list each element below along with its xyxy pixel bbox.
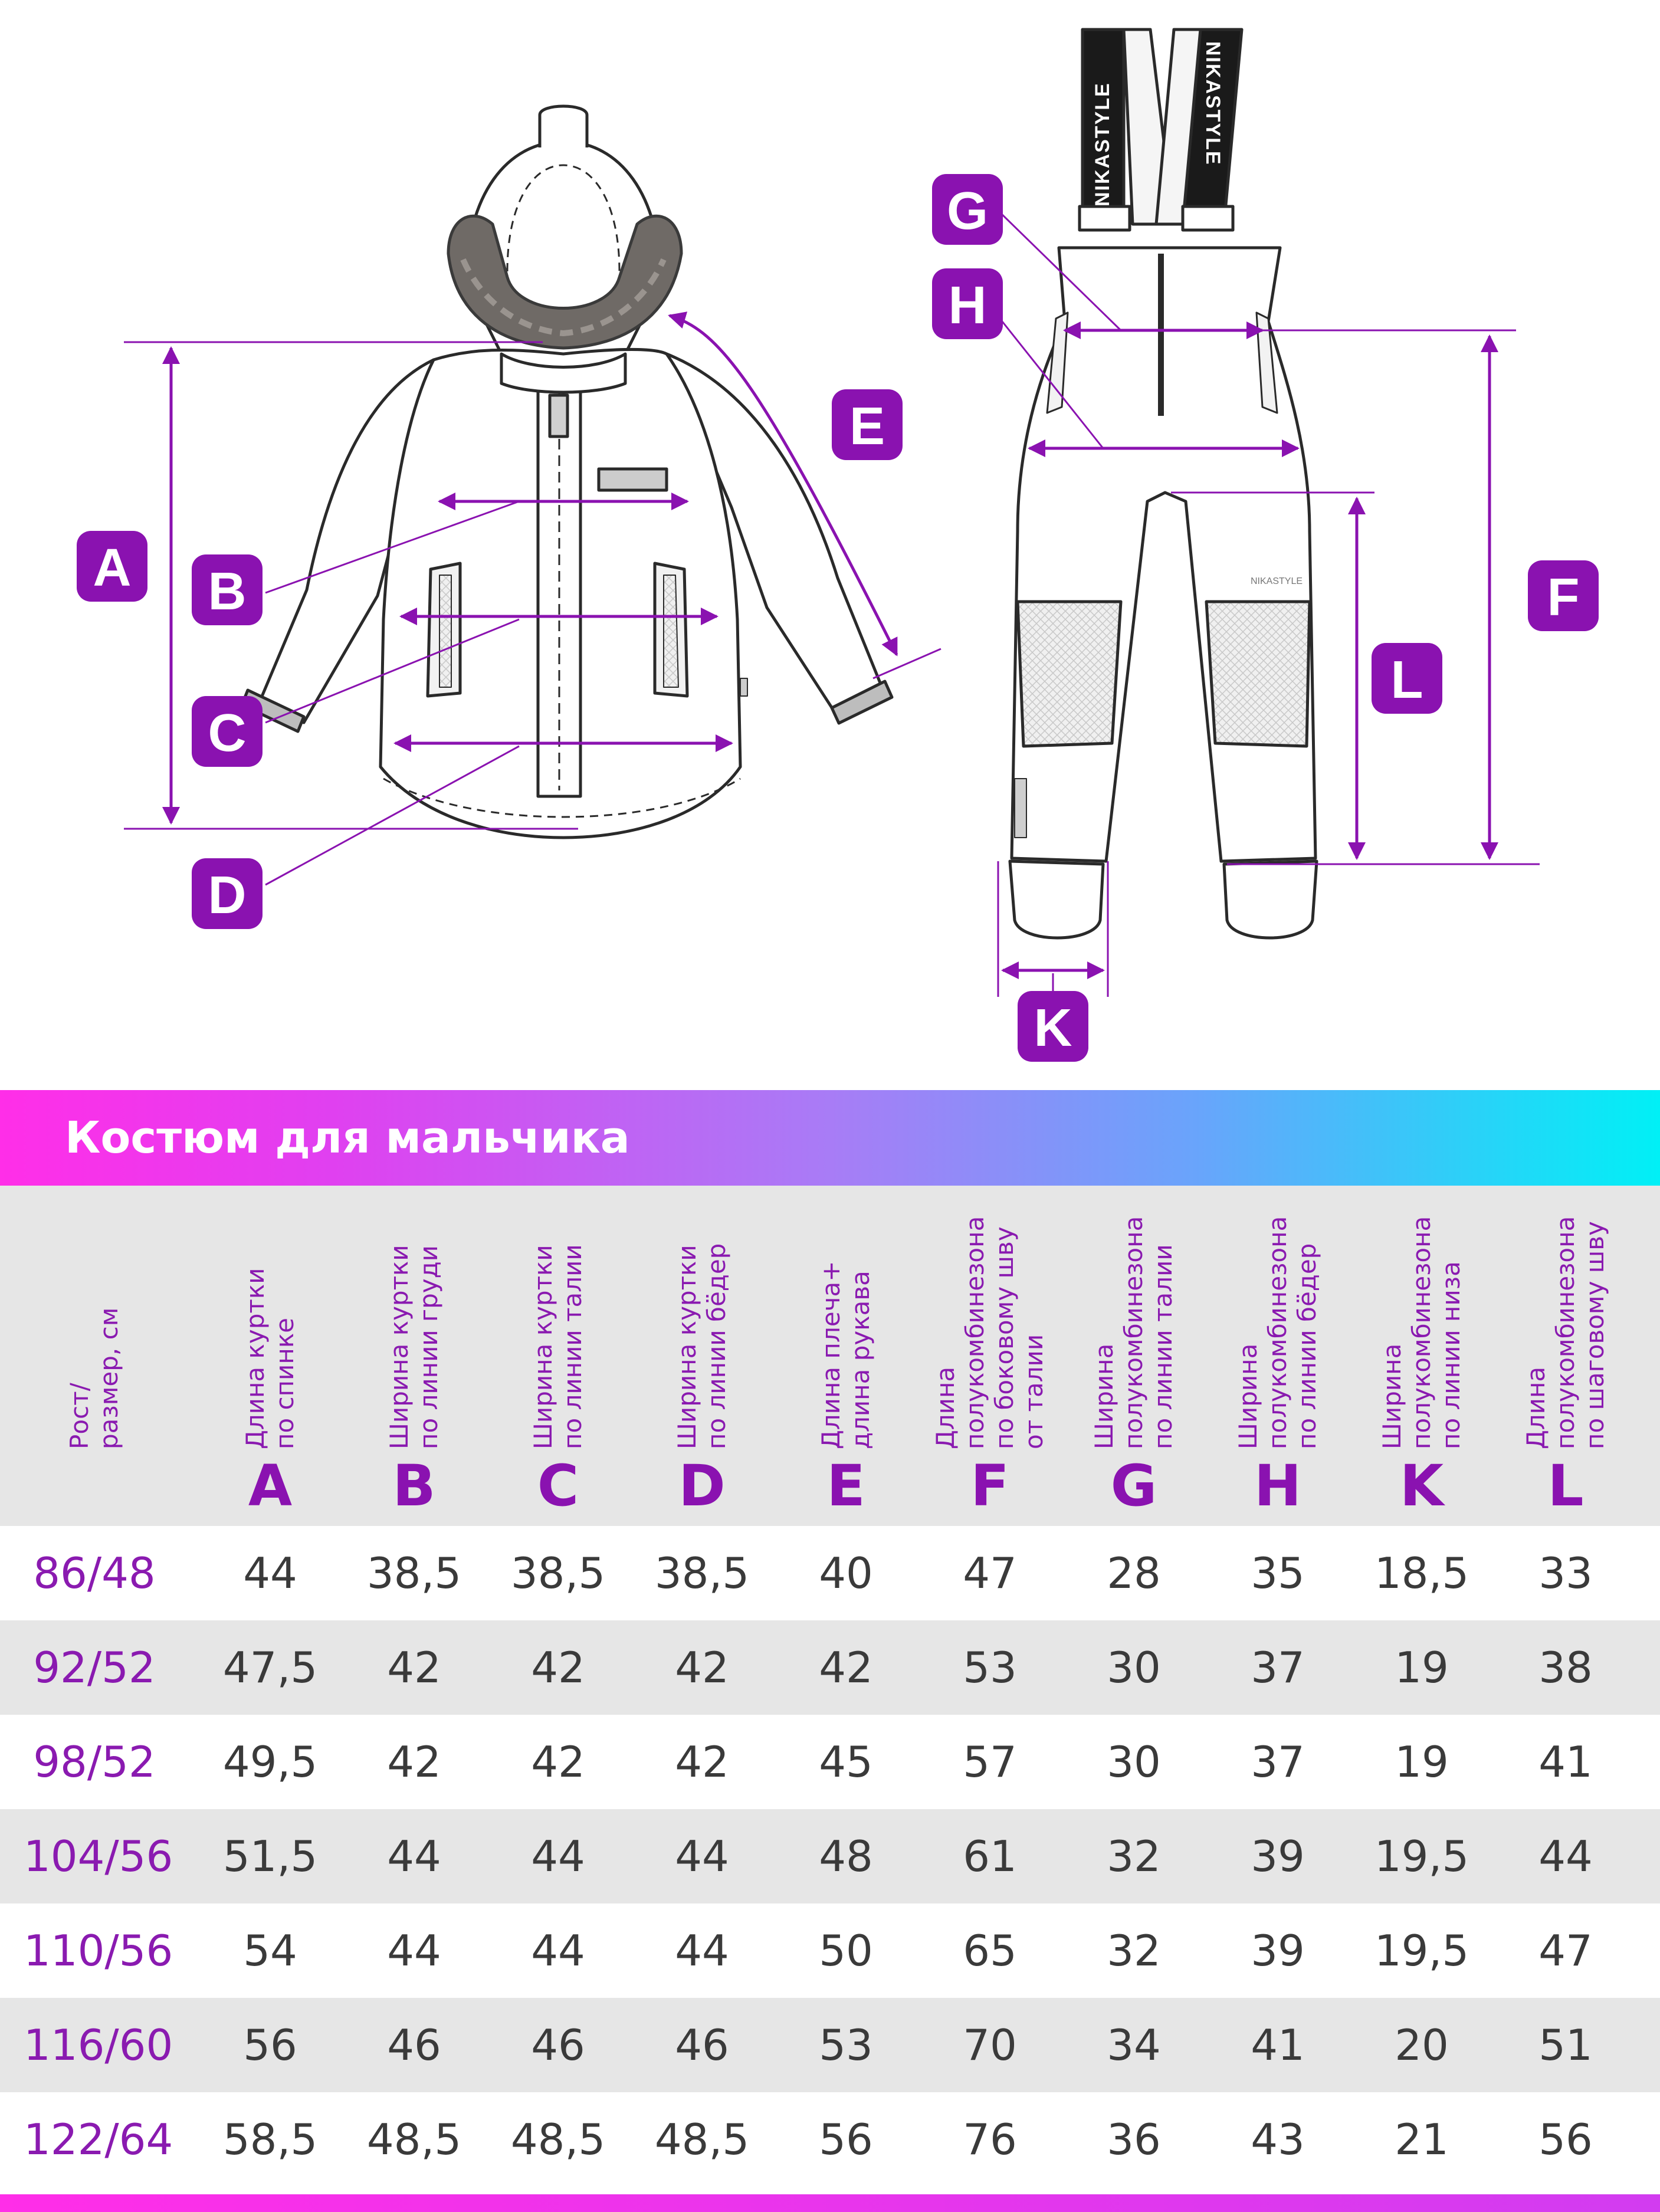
header-letter: K — [1399, 1453, 1444, 1519]
table-row — [0, 1998, 1660, 2092]
header-letter: H — [1254, 1453, 1302, 1519]
marker-label-b — [192, 554, 263, 625]
svg-text:D: D — [208, 866, 247, 925]
value-cell: 19 — [1395, 1643, 1449, 1692]
value-cell: 18,5 — [1374, 1548, 1469, 1598]
value-cell: 48,5 — [366, 2115, 462, 2164]
value-cell: 48,5 — [654, 2115, 750, 2164]
header-letter: E — [826, 1453, 865, 1519]
size-cell: 116/60 — [24, 2020, 173, 2070]
svg-text:E: E — [849, 397, 885, 456]
table-row — [0, 1715, 1660, 1809]
value-cell: 47 — [963, 1548, 1017, 1598]
value-cell: 45 — [819, 1737, 873, 1787]
marker-label-h — [932, 268, 1003, 339]
header-cell-k — [1350, 1186, 1494, 1526]
value-cell: 53 — [963, 1643, 1017, 1692]
value-cell: 53 — [819, 2020, 873, 2070]
header-letter: G — [1110, 1453, 1157, 1519]
header-letter: A — [248, 1453, 293, 1519]
value-cell: 38,5 — [510, 1548, 606, 1598]
value-cell: 36 — [1107, 2115, 1161, 2164]
value-cell: 38 — [1538, 1643, 1593, 1692]
header-description: Ширина полукомбинезона по линии талии — [1090, 1216, 1177, 1449]
value-cell: 57 — [963, 1737, 1017, 1787]
value-cell: 50 — [819, 1926, 873, 1975]
value-cell: 32 — [1107, 1926, 1161, 1975]
value-cell: 51,5 — [222, 1832, 318, 1881]
value-cell: 56 — [819, 2115, 873, 2164]
value-cell: 44 — [387, 1832, 441, 1881]
value-cell: 54 — [243, 1926, 297, 1975]
size-cell: 110/56 — [24, 1926, 173, 1975]
svg-text:F: F — [1547, 568, 1580, 627]
header-description: Ширина куртки по линии талии — [529, 1244, 587, 1449]
value-cell: 76 — [963, 2115, 1017, 2164]
value-cell: 44 — [531, 1832, 585, 1881]
size-table — [0, 1186, 1660, 2187]
page-title: Костюм для мальчика — [65, 1112, 630, 1163]
header-description: Длина полукомбинезона по шаговому шву — [1521, 1216, 1609, 1449]
header-description: Рост/ размер, см — [65, 1307, 123, 1449]
header-cell-l — [1494, 1186, 1638, 1526]
garment-diagram — [0, 0, 1660, 1062]
value-cell: 44 — [675, 1926, 729, 1975]
header-letter: C — [537, 1453, 579, 1519]
header-letter: L — [1547, 1453, 1584, 1519]
value-cell: 38,5 — [366, 1548, 462, 1598]
value-cell: 41 — [1538, 1737, 1593, 1787]
size-cell: 98/52 — [33, 1737, 156, 1787]
header-cell-e — [774, 1186, 918, 1526]
header-cell-a — [198, 1186, 342, 1526]
header-description: Ширина полукомбинезона по линии бёдер — [1233, 1216, 1321, 1449]
value-cell: 34 — [1107, 2020, 1161, 2070]
table-row — [0, 2092, 1660, 2187]
value-cell: 42 — [675, 1643, 729, 1692]
value-cell: 51 — [1538, 2020, 1593, 2070]
marker-label-c — [192, 696, 263, 767]
value-cell: 65 — [963, 1926, 1017, 1975]
table-row — [0, 1809, 1660, 1903]
header-description: Длина куртки по спинке — [241, 1268, 299, 1449]
value-cell: 46 — [387, 2020, 441, 2070]
strap-brand-right: NIKASTYLE — [1202, 41, 1224, 166]
value-cell: 58,5 — [222, 2115, 318, 2164]
value-cell: 40 — [819, 1548, 873, 1598]
header-description: Ширина куртки по линии бёдер — [672, 1243, 731, 1449]
marker-label-d — [192, 858, 263, 929]
header-letter: F — [970, 1453, 1009, 1519]
value-cell: 42 — [387, 1643, 441, 1692]
header-description: Ширина полукомбинезона по линии низа — [1377, 1216, 1465, 1449]
size-cell: 122/64 — [24, 2115, 173, 2164]
value-cell: 42 — [531, 1737, 585, 1787]
title-banner — [0, 1090, 1660, 1186]
value-cell: 56 — [1538, 2115, 1593, 2164]
marker-label-a — [77, 531, 147, 602]
value-cell: 20 — [1395, 2020, 1449, 2070]
value-cell: 35 — [1251, 1548, 1305, 1598]
table-row — [0, 1526, 1660, 1620]
table-row — [0, 1620, 1660, 1715]
marker-label-f — [1528, 560, 1599, 631]
value-cell: 46 — [531, 2020, 585, 2070]
svg-text:H: H — [948, 276, 987, 335]
value-cell: 19,5 — [1374, 1832, 1469, 1881]
header-cell-h — [1206, 1186, 1350, 1526]
value-cell: 48 — [819, 1832, 873, 1881]
marker-label-k — [1018, 991, 1088, 1062]
value-cell: 44 — [675, 1832, 729, 1881]
size-cell: 104/56 — [24, 1832, 173, 1881]
value-cell: 44 — [1538, 1832, 1593, 1881]
value-cell: 44 — [243, 1548, 297, 1598]
marker-label-l — [1372, 643, 1442, 714]
header-cell-c — [486, 1186, 630, 1526]
svg-text:B: B — [208, 562, 247, 621]
value-cell: 32 — [1107, 1832, 1161, 1881]
value-cell: 37 — [1251, 1737, 1305, 1787]
jacket-drawing — [242, 106, 892, 838]
value-cell: 19 — [1395, 1737, 1449, 1787]
value-cell: 42 — [531, 1643, 585, 1692]
value-cell: 47 — [1538, 1926, 1593, 1975]
value-cell: 33 — [1538, 1548, 1593, 1598]
header-description: Ширина куртки по линии груди — [385, 1245, 443, 1449]
svg-text:L: L — [1390, 651, 1423, 710]
value-cell: 48,5 — [510, 2115, 606, 2164]
value-cell: 21 — [1395, 2115, 1449, 2164]
value-cell: 38,5 — [654, 1548, 750, 1598]
value-cell: 42 — [387, 1737, 441, 1787]
table-header — [0, 1186, 1660, 1526]
header-letter: B — [392, 1453, 436, 1519]
value-cell: 39 — [1251, 1926, 1305, 1975]
value-cell: 30 — [1107, 1643, 1161, 1692]
size-cell: 92/52 — [33, 1643, 156, 1692]
value-cell: 37 — [1251, 1643, 1305, 1692]
value-cell: 43 — [1251, 2115, 1305, 2164]
svg-text:G: G — [946, 182, 989, 241]
side-tag: NIKASTYLE — [1251, 576, 1303, 586]
value-cell: 61 — [963, 1832, 1017, 1881]
size-cell: 86/48 — [33, 1548, 156, 1598]
value-cell: 28 — [1107, 1548, 1161, 1598]
value-cell: 42 — [675, 1737, 729, 1787]
value-cell: 42 — [819, 1643, 873, 1692]
header-cell-b — [342, 1186, 486, 1526]
header-cell-size — [24, 1186, 165, 1526]
value-cell: 19,5 — [1374, 1926, 1469, 1975]
header-description: Длина полукомбинезона по боковому шву от талии — [931, 1216, 1048, 1449]
value-cell: 47,5 — [222, 1643, 318, 1692]
bottom-accent-bar — [0, 2194, 1660, 2212]
svg-text:C: C — [208, 704, 247, 763]
value-cell: 46 — [675, 2020, 729, 2070]
table-body — [0, 1526, 1660, 2187]
strap-brand-left: NIKASTYLE — [1091, 82, 1114, 206]
marker-label-g — [932, 174, 1003, 245]
value-cell: 56 — [243, 2020, 297, 2070]
overalls-drawing — [1010, 29, 1317, 938]
value-cell: 70 — [963, 2020, 1017, 2070]
value-cell: 30 — [1107, 1737, 1161, 1787]
header-letter: D — [678, 1453, 726, 1519]
value-cell: 44 — [387, 1926, 441, 1975]
svg-text:K: K — [1034, 999, 1072, 1058]
header-cell-g — [1062, 1186, 1206, 1526]
value-cell: 39 — [1251, 1832, 1305, 1881]
header-description: Длина плеча+ длина рукава — [816, 1261, 875, 1449]
marker-label-e — [832, 389, 903, 460]
value-cell: 44 — [531, 1926, 585, 1975]
value-cell: 41 — [1251, 2020, 1305, 2070]
header-cell-f — [918, 1186, 1062, 1526]
header-cell-d — [630, 1186, 774, 1526]
svg-text:A: A — [93, 539, 132, 598]
table-row — [0, 1903, 1660, 1998]
value-cell: 49,5 — [222, 1737, 318, 1787]
